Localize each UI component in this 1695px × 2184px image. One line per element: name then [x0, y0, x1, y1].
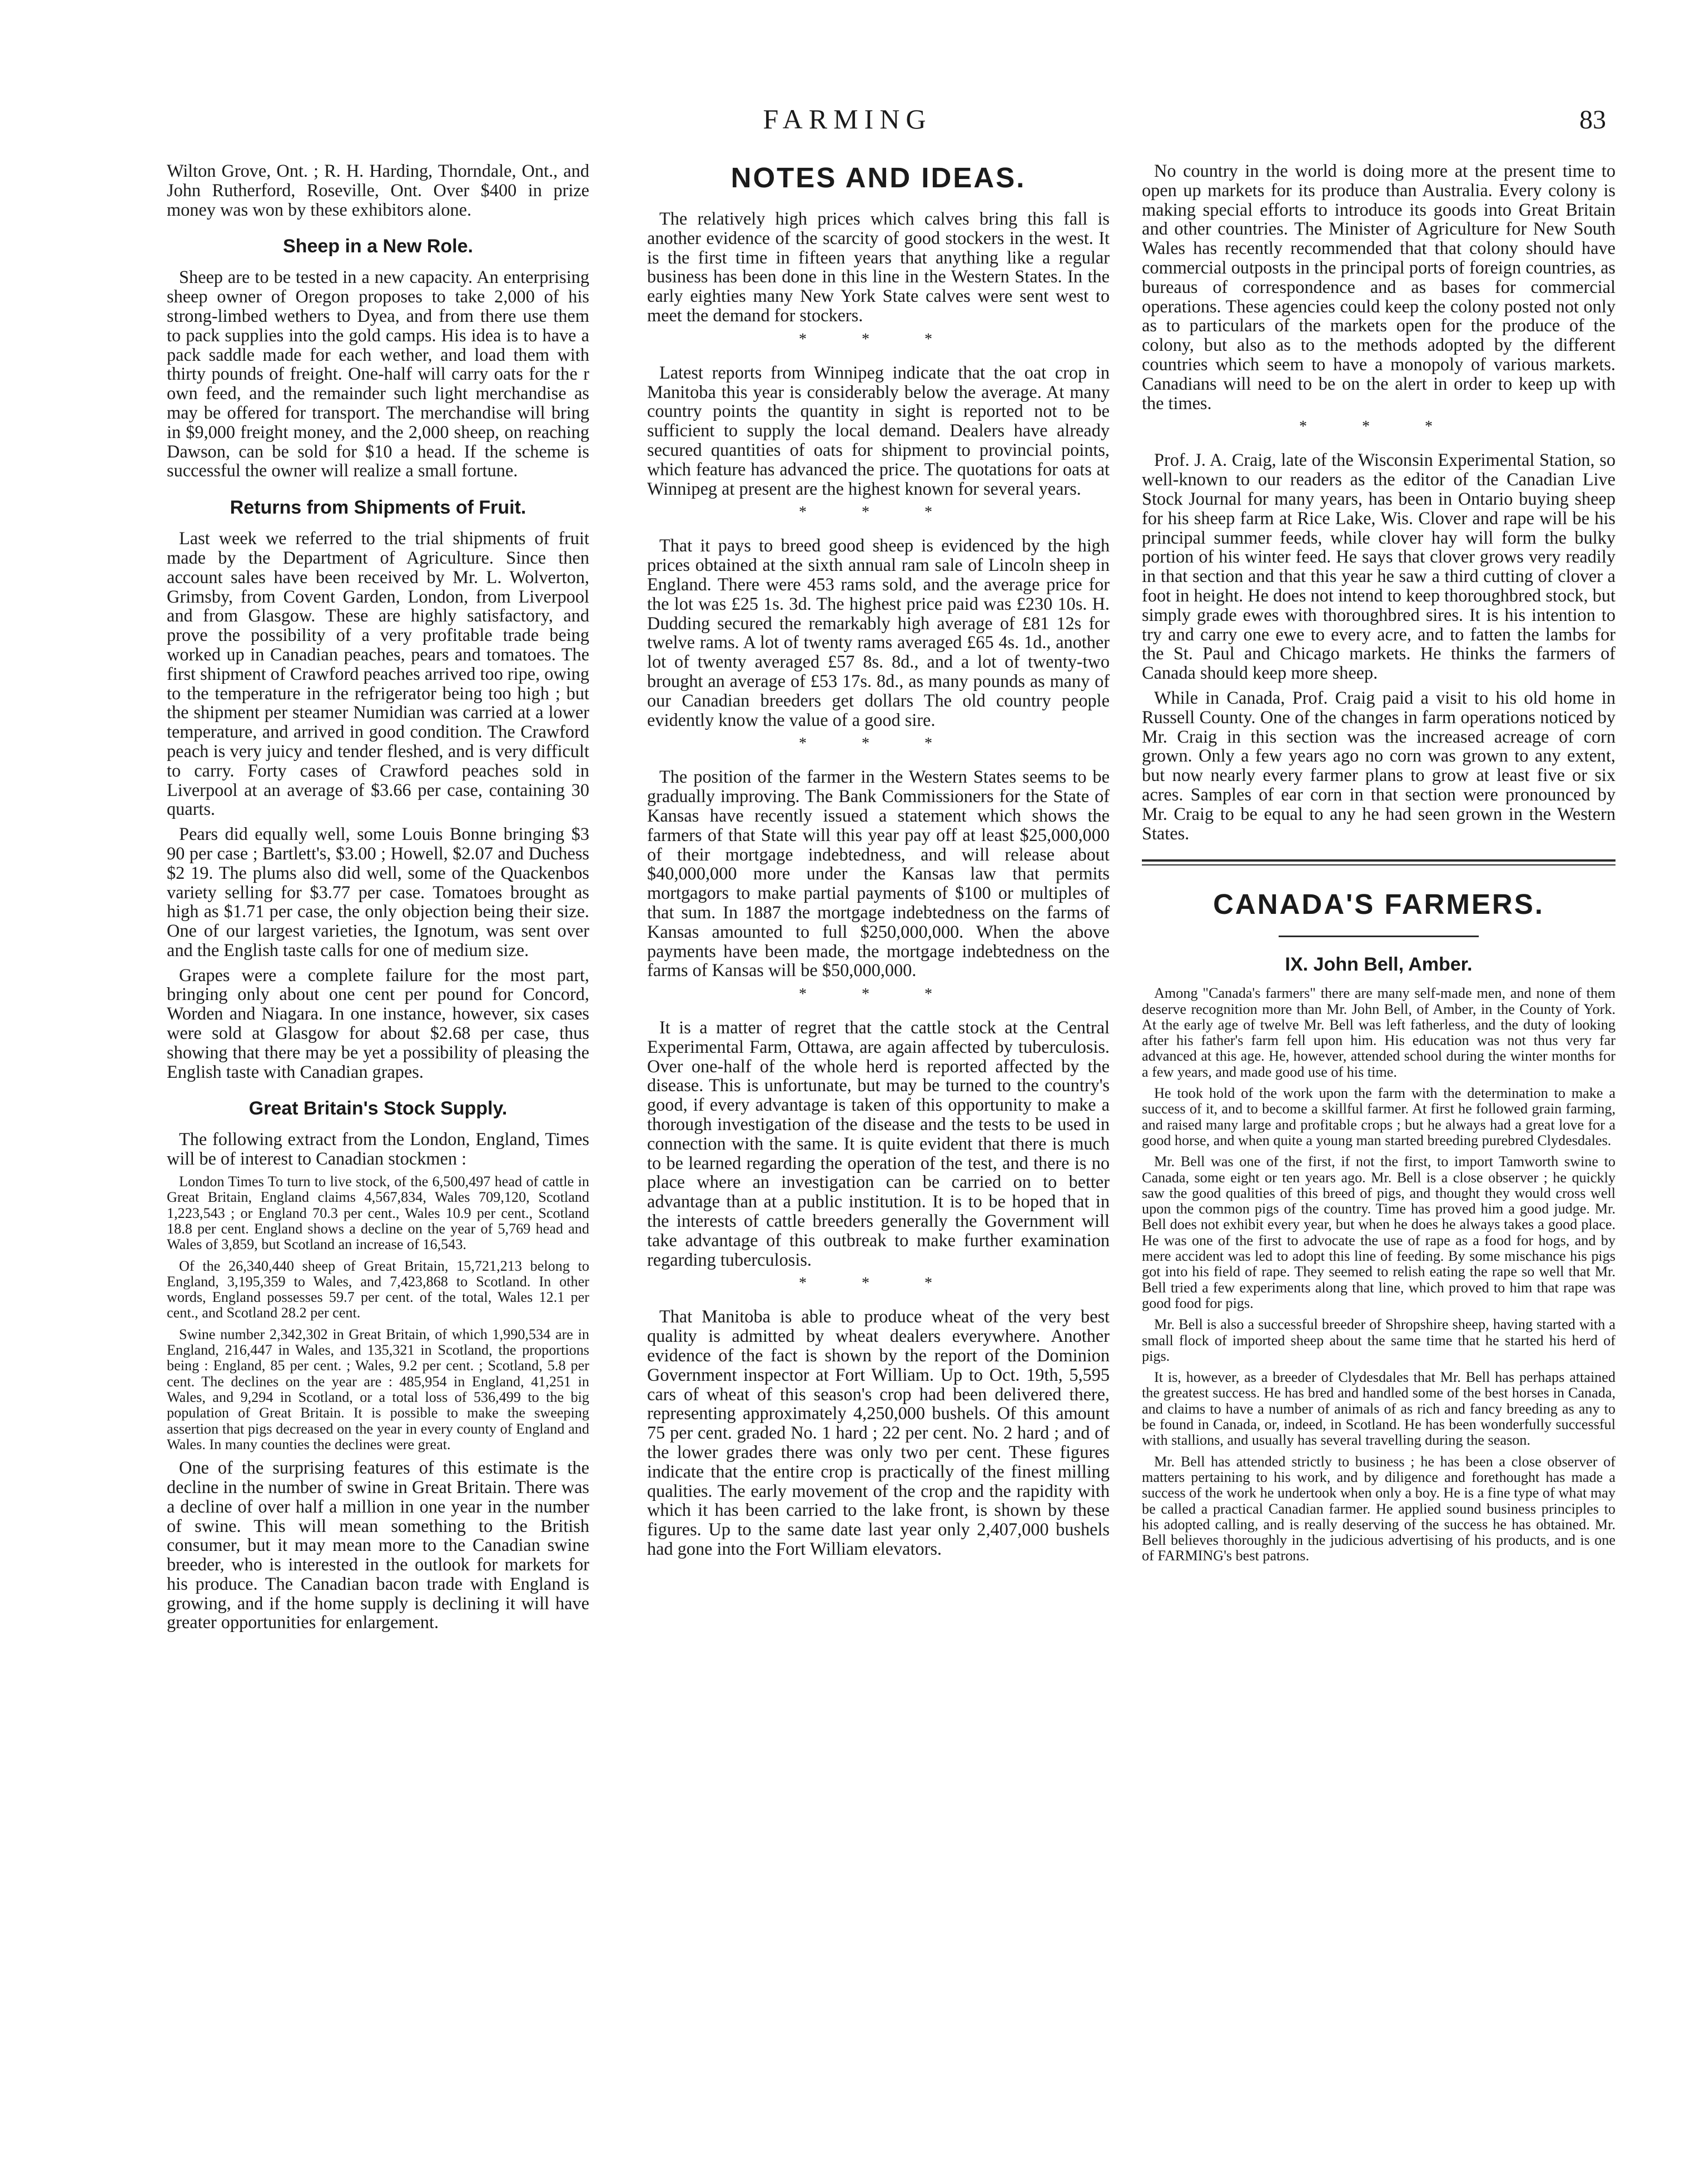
- bell-paragraph-2: He took hold of the work upon the farm with the determination to make a success of it, and to become a skillful farmer. At first he followed grain farming, and raised many large and profitable crops ; but he always had a great love for a good horse, and when quite a young man started breeding purebred Clydesdales.: [1142, 1085, 1616, 1148]
- section-rule: [1142, 859, 1616, 865]
- note-tuberculosis: It is a matter of regret that the cattle stock at the Central Experimental Farm, Ottawa, are again affected by tuberculosis. Over one-half of the whole herd is reported affected by the disease. This is unfortunate, but may be turned to the country's good, if every advantage is taken of this opportunity to make a thorough investigation of the disease and the tests to be used in connection with the same. It is quite evident that there is much to be learned regarding the operation of the test, and there is no place where an investigation can be carried on to better advantage than at a public institution. It is to be hoped that in the interests of cattle breeders generally the Government will take advantage of this outbreak to make further examination regarding tuberculosis.: [647, 1017, 1110, 1270]
- separator-stars: * * *: [799, 330, 958, 348]
- fruit-paragraph-1: Last week we referred to the trial shipments of fruit made by the Department of Agriculture. Since then account sales have been received by Mr. L. Wolverton, Grimsby, from Covent Garden, London, from Liverpool and from Glasgow. These are highly satisfactory, and prove the possibility of a very profitable trade being worked up in Canadian peaches, pears and tomatoes. The first shipment of Crawford peaches arrived too ripe, owing to the temperature in the refrigerator being too high ; but the shipment per steamer Numidian was carried at a lower temperature, and arrived in good condition. The Crawford peach is very juicy and tender fleshed, and is very difficult to carry. Forty cases of Crawford peaches sold in Liverpool at an average of $3.66 per case, containing 30 quarts.: [167, 528, 589, 819]
- bell-paragraph-5: It is, however, as a breeder of Clydesdales that Mr. Bell has perhaps attained the greatest success. He has bred and handled some of the best horses in Canada, and claims to have a number of animals of as rich and fancy breeding as any to be found in Canada, or, indeed, in Scotland. He has been wonderfully successful with stallions, and usually has several travelling during the season.: [1142, 1369, 1616, 1449]
- sheep-paragraph: Sheep are to be tested in a new capacity. An enterprising sheep owner of Oregon proposes to take 2,000 of his strong-limbed wethers to Dyea, and from there use them to pack supplies into the gold camps. His idea is to have a pack saddle made for each wether, and load them with thirty pounds of freight. One-half will carry oats for the r own feed, and the remainder such light merchandise as may be offered for transport. The merchandise will bring in $9,000 freight money, and the 2,000 sheep, on reaching Dawson, can be sold for $10 a head. If the scheme is successful the owner will realize a small fortune.: [167, 267, 589, 481]
- bell-paragraph-3: Mr. Bell was one of the first, if not the first, to import Tamworth swine to Canada, some eight or ten years ago. Mr. Bell is a close observer ; he quickly saw the good qualities of this breed of pigs, and thought they would cross well upon the common pigs of the country. Time has proved him a good judge. Mr. Bell does not exhibit every year, but when he does he always takes a good place. He was one of the first to advocate the use of rape as a food for hogs, and by mere accident was led to adopt this line of feeding. By some mischance his pigs got into his field of rape. They seemed to relish eating the rape so well that Mr. Bell tried a few experiments along that line, which proved to him that rape was good food for pigs.: [1142, 1153, 1616, 1311]
- bell-paragraph-6: Mr. Bell has attended strictly to business ; he has been a close observer of matters pertaining to his work, and by diligence and forethought has made a success of the work he undertook when only a boy. He is a fine type of what may be called a practical Canadian farmer. He applied sound business principles to his adopted calling, and is really deserving of the success he has obtained. Mr. Bell believes thoroughly in the judicious advertising of his products, and is one of FARMING's best patrons.: [1142, 1453, 1616, 1564]
- note-rams: That it pays to breed good sheep is evidenced by the high prices obtained at the sixth annual ram sale of Lincoln sheep in England. There were 453 rams sold, and the average price for the lot was £25 1s. 3d. The highest price paid was £230 10s. H. Dudding secured the remarkably high average of £81 12s for twelve rams. A lot of twenty rams averaged £65 4s. 1d., another lot of twenty averaged £57 8s. 8d., and a lot of twenty-two brought an average of £53 17s. 8d., as many pounds as many of our Canadian breeders get dollars The old country people evidently know the value of a good sire.: [647, 535, 1110, 730]
- stock-quote-2: Of the 26,340,440 sheep of Great Britain, 15,721,213 belong to England, 3,195,359 to Wales, and 7,423,868 to Scotland. In other words, England possesses 59.7 per cent. of the total, Wales 12.1 per cent., and Scotland 28.2 per cent.: [167, 1257, 589, 1321]
- sheep-heading: Sheep in a New Role.: [283, 236, 473, 257]
- note-oats: Latest reports from Winnipeg indicate that the oat crop in Manitoba this year is considerably below the average. At many country points the quantity in sight is reported not to be sufficient to supply the local demand. Dealers have already secured quantities of oats for shipment to provincial points, which feature has advanced the price. The quotations for oats at Winnipeg at present are the highest known for several years.: [647, 362, 1110, 499]
- note-calves: The relatively high prices which calves bring this fall is another evidence of the scarcity of good stockers in the west. It is the first time in fifteen years that anything like a regular business has been done in this line in the Western States. In the early eighties many New York State calves were sent west to meet the demand for stockers.: [647, 208, 1110, 325]
- fruit-paragraph-3: Grapes were a complete failure for the most part, bringing only about one cent per pound for Concord, Worden and Niagara. In one instance, however, six cases were sold at Glasgow for about $2.68 per case, thus showing that there may be yet a possibility of pleasing the English taste with Canadian grapes.: [167, 964, 589, 1082]
- column-left: [167, 161, 589, 1638]
- note-kansas: The position of the farmer in the Western States seems to be gradually improving. The Bank Commissioners for the State of Kansas have recently issued a statement which shows the farmers of that State will this year pay off at least $25,000,000 of their mortgage indebtedness, and will release about $40,000,000 more under the Kansas law that permits mortgagors to make partial payments of $100 or multiples of that sum. In 1887 the mortgage indebtedness on the farms of Kansas amounted to full $250,000,000. When the above payments have been made, the mortgage indebtedness on the farms of Kansas will be $50,000,000.: [647, 767, 1110, 981]
- stock-quote-3: Swine number 2,342,302 in Great Britain, of which 1,990,534 are in England, 216,447 in Wales, and 135,321 in Scotland, the proportions being : England, 85 per cent. ; Wales, 9.2 per cent. ; Scotland, 5.8 per cent. The declines on the year are : 485,954 in England, 41,251 in Wales, and 9,294 in Scotland, or a total loss of 536,499 to the big population of Great Britain. It is possible to make the sweeping assertion that pigs decreased on the year in every county of England and Wales. In many counties the declines were great.: [167, 1326, 589, 1452]
- separator-stars: * * *: [799, 504, 958, 521]
- running-head: FARMING: [763, 103, 932, 135]
- notes-title: NOTES AND IDEAS.: [730, 162, 1026, 193]
- bell-paragraph-4: Mr. Bell is also a successful breeder of Shropshire sheep, having started with a small flock of imported sheep about the same time that he started his herd of pigs.: [1142, 1316, 1616, 1364]
- fruit-paragraph-2: Pears did equally well, some Louis Bonne bringing $3 90 per case ; Bartlett's, $3.00 ; Howell, $2.07 and Duchess $2 19. The plums also did well, some of the Quackenbos variety selling for $3.77 per case. Tomatoes brought as high as $1.71 per case, the only objection being their size. One of our largest varieties, the Ignotum, was sent over and the English taste calls for one of medium size.: [167, 824, 589, 960]
- note-craig: Prof. J. A. Craig, late of the Wisconsin Experimental Station, so well-known to our readers as the editor of the Canadian Live Stock Journal for many years, has been in Ontario buying sheep for his sheep farm at Rice Lake, Wis. Clover and rape will be his principal summer feeds, while clover hay will form the bulky portion of his winter feed. He says that clover grows very readily in that section and that this year he saw a third cutting of clover a foot in height. He does not intend to keep thoroughbred stock, but simply grade ewes with thoroughbred sires. It is his intention to try and carry one ewe to every acre, and to fatten the lambs for the St. Paul and Chicago markets. He thinks the farmers of Canada should keep more sheep.: [1142, 450, 1616, 683]
- bell-paragraph-1: Among "Canada's farmers" there are many self-made men, and none of them deserve recognition more than Mr. John Bell, of Amber, in the County of York. At the early age of twelve Mr. Bell was left fatherless, and the duty of looking after his father's farm fell upon him. His education was not thus very far advanced at this age. He, however, attended school during the winter months for a few years, and made good use of his time.: [1142, 985, 1616, 1080]
- stock-paragraph-2: One of the surprising features of this estimate is the decline in the number of swine in Great Britain. There was a decline of over half a million in one year in the number of swine. This will mean something to the British consumer, but it may mean more to the Canadian swine breeder, who is interested in the outlook for markets for his produce. The Canadian bacon trade with England is growing, and if the home supply is declining it will have greater opportunities for enlargement.: [167, 1457, 589, 1633]
- intro-paragraph: Wilton Grove, Ont. ; R. H. Harding, Thorndale, Ont., and John Rutherford, Roseville, Ont. Over $400 in prize money was won by these exhibitors alone.: [167, 161, 589, 220]
- stock-quote-1: London Times To turn to live stock, of the 6,500,497 head of cattle in Great Britain, England claims 4,567,834, Wales 709,120, Scotland 1,223,543 ; or England 70.3 per cent., Wales 10.9 per cent., Scotland 18.8 per cent. England shows a decline on the year of 5,769 head and Wales of 3,859, but Scotland an increase of 16,543.: [167, 1173, 589, 1253]
- profile-heading: IX. John Bell, Amber.: [1285, 954, 1473, 976]
- column-right: [1142, 161, 1616, 1570]
- separator-stars: * * *: [799, 735, 958, 753]
- title-rule: [1279, 936, 1479, 937]
- column-middle: [647, 161, 1110, 1564]
- fruit-heading: Returns from Shipments of Fruit.: [230, 497, 526, 519]
- separator-stars: * * *: [799, 1275, 958, 1292]
- note-wheat: That Manitoba is able to produce wheat of the very best quality is admitted by wheat dealers everywhere. Another evidence of the fact is shown by the report of the Dominion Government inspector at Fort William. Up to Oct. 19th, 5,595 cars of wheat of this season's crop had been delivered there, representing approximately 4,250,000 bushels. Of this amount 75 per cent. graded No. 1 hard ; 22 per cent. No. 2 hard ; and of the lower grades there was only two per cent. These figures indicate that the entire crop is practically of the finest milling qualities. The early movement of the crop and the rapidity with which it has been carried to the lake front, is shown by these figures. Up to the same date last year only 2,407,000 bushels had gone into the Fort William elevators.: [647, 1306, 1110, 1559]
- stock-heading: Great Britain's Stock Supply.: [248, 1098, 508, 1120]
- stock-paragraph-1: The following extract from the London, England, Times will be of interest to Canadian stockmen :: [167, 1129, 589, 1169]
- separator-stars: * * *: [799, 986, 958, 1003]
- separator-stars: * * *: [1299, 418, 1458, 436]
- note-australia: No country in the world is doing more at the present time to open up markets for its produce than Australia. Every colony is making special efforts to introduce its goods into Great Britain and other countries. The Minister of Agriculture for New South Wales has recently recommended that that colony should have commercial outposts in the principal ports of foreign countries, as bureaus of correspondence and as bases for commercial operations. These agencies could keep the colony posted not only as to particulars of the markets open for the produce of the colony, but also as to the methods adopted by the different countries which seem to have a monopoly of various markets. Canadians will need to be on the alert in order to keep up with the times.: [1142, 161, 1616, 413]
- page-number: 83: [1579, 105, 1606, 135]
- note-craig-corn: While in Canada, Prof. Craig paid a visit to his old home in Russell County. One of the changes in farm operations noticed by Mr. Craig in this section was the increased acreage of corn grown. Only a few years ago no corn was grown to any extent, but now nearly every farmer plans to grow at least five or six acres. Samples of ear corn in that section were pronounced by Mr. Craig to be equal to any he had seen grown in the Western States.: [1142, 687, 1616, 843]
- farmers-title: CANADA'S FARMERS.: [1213, 888, 1544, 921]
